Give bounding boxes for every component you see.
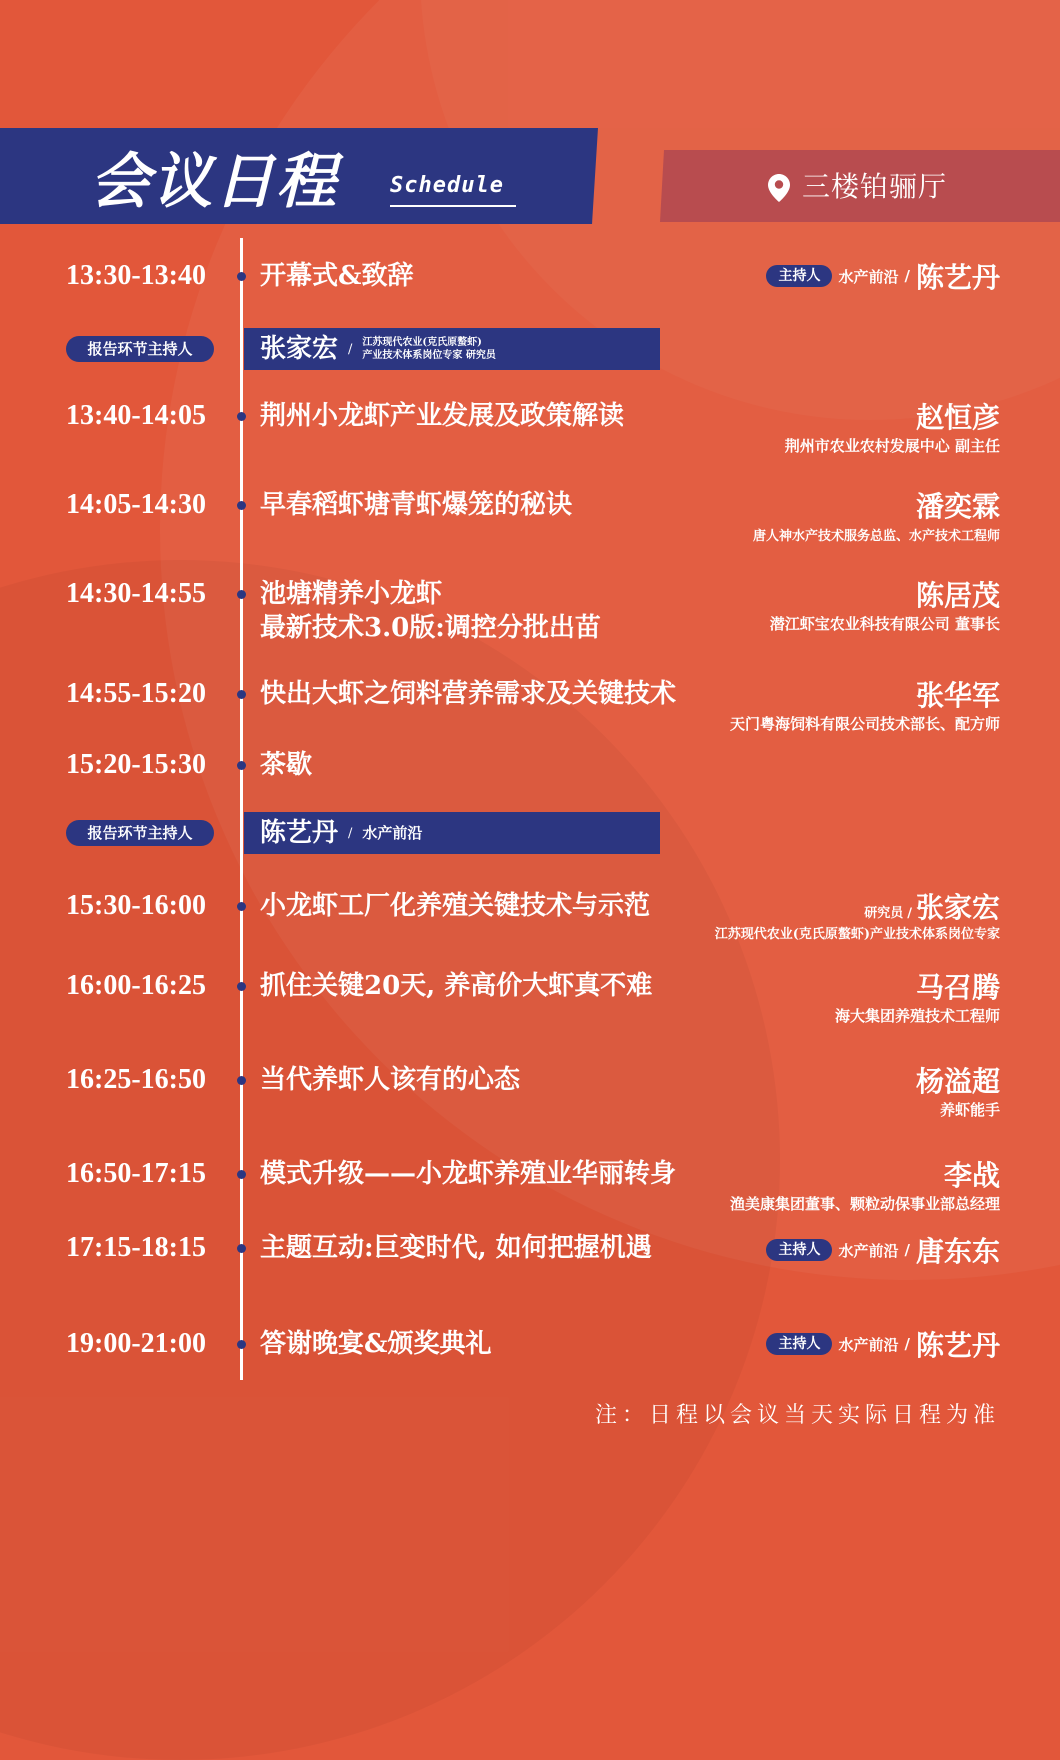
timeline-dot xyxy=(237,501,246,510)
item-topic: 荆州小龙虾产业发展及政策解读 xyxy=(260,401,625,431)
item-topic: 当代养虾人该有的心态 xyxy=(260,1065,521,1095)
speaker-name: 马召腾 xyxy=(915,971,1000,1004)
separator: / xyxy=(907,906,912,921)
host-badge: 主持人 xyxy=(766,265,832,287)
item-time: 13:40-14:05 xyxy=(66,400,206,431)
timeline-dot xyxy=(237,902,246,911)
footnote: 注：日程以会议当天实际日程为准 xyxy=(594,1403,1000,1428)
host-badge: 主持人 xyxy=(766,1239,832,1261)
item-topic: 答谢晚宴&颁奖典礼 xyxy=(260,1329,492,1359)
session-host-affiliation: 水产前沿 xyxy=(362,823,423,842)
speaker-name: 张华军 xyxy=(915,679,1000,712)
speaker-name: 赵恒彦 xyxy=(915,401,1000,434)
speaker-name: 潘奕霖 xyxy=(915,490,1000,523)
item-time: 15:20-15:30 xyxy=(66,749,206,780)
session-host-affiliation-line1: 江苏现代农业(克氏原螯虾) xyxy=(362,337,482,348)
timeline-dot xyxy=(237,412,246,421)
item-topic: 开幕式&致辞 xyxy=(260,261,414,291)
item-topic: 模式升级——小龙虾养殖业华丽转身 xyxy=(260,1159,677,1189)
speaker-affiliation: 潜江虾宝农业科技有限公司 董事长 xyxy=(769,615,1000,633)
session-host-affiliation-line2: 产业技术体系岗位专家 研究员 xyxy=(362,350,496,361)
timeline-line xyxy=(240,238,243,1380)
subtitle-underline xyxy=(390,205,516,207)
item-topic: 小龙虾工厂化养殖关键技术与示范 xyxy=(260,891,651,921)
host-name: 陈艺丹 xyxy=(915,1329,1000,1362)
speaker-affiliation: 唐人神水产技术服务总监、水产技术工程师 xyxy=(752,529,1000,544)
timeline-dot xyxy=(237,761,246,770)
separator: / xyxy=(904,267,910,285)
session-host-bar xyxy=(244,812,660,854)
item-topic: 主题互动:巨变时代, 如何把握机遇 xyxy=(260,1233,652,1263)
host-org: 水产前沿 xyxy=(838,267,899,286)
item-time: 19:00-21:00 xyxy=(66,1328,206,1359)
item-topic: 早春稻虾塘青虾爆笼的秘诀 xyxy=(260,490,573,520)
session-host-badge: 报告环节主持人 xyxy=(66,336,214,362)
timeline-dot xyxy=(237,590,246,599)
separator: / xyxy=(904,1241,910,1259)
speaker-name: 李战 xyxy=(943,1159,1000,1192)
speaker-name: 张家宏 xyxy=(915,891,1000,924)
speaker-name: 杨溢超 xyxy=(915,1065,1000,1098)
session-host-bar xyxy=(244,328,660,370)
item-time: 13:30-13:40 xyxy=(66,260,206,291)
page-title: 会议日程 xyxy=(90,147,338,217)
host-org: 水产前沿 xyxy=(838,1335,899,1354)
item-topic: 快出大虾之饲料营养需求及关键技术 xyxy=(260,679,677,709)
host-name: 唐东东 xyxy=(915,1235,1000,1268)
separator: / xyxy=(348,341,353,357)
host-row xyxy=(766,259,1000,293)
separator: / xyxy=(348,825,353,841)
item-time: 15:30-16:00 xyxy=(66,890,206,921)
item-time: 17:15-18:15 xyxy=(66,1232,206,1263)
speaker-name: 陈居茂 xyxy=(915,579,1000,612)
speaker-affiliation: 渔美康集团董事、颗粒动保事业部总经理 xyxy=(729,1195,1000,1213)
host-row xyxy=(766,1233,1000,1267)
speaker-affiliation: 海大集团养殖技术工程师 xyxy=(834,1007,1000,1025)
host-badge: 主持人 xyxy=(766,1333,832,1355)
host-row xyxy=(766,1327,1000,1361)
speaker-affiliation: 天门粤海饲料有限公司技术部长、配方师 xyxy=(729,715,1000,733)
item-time: 16:00-16:25 xyxy=(66,970,206,1001)
timeline-dot xyxy=(237,1170,246,1179)
session-host-badge: 报告环节主持人 xyxy=(66,820,214,846)
session-host-name: 陈艺丹 xyxy=(260,818,339,848)
item-topic-line2: 最新技术3.0版:调控分批出苗 xyxy=(260,613,601,643)
speaker-title: 研究员 xyxy=(864,906,904,921)
item-time: 14:05-14:30 xyxy=(66,489,206,520)
host-name: 陈艺丹 xyxy=(915,261,1000,294)
separator: / xyxy=(904,1335,910,1353)
host-org: 水产前沿 xyxy=(838,1241,899,1260)
timeline-dot xyxy=(237,1340,246,1349)
venue-name: 三楼铂骊厅 xyxy=(802,170,948,203)
item-time: 14:55-15:20 xyxy=(66,678,206,709)
speaker-affiliation: 荆州市农业农村发展中心 副主任 xyxy=(784,437,1000,455)
location-pin-icon xyxy=(768,174,790,202)
session-host-name: 张家宏 xyxy=(260,334,339,364)
item-time: 16:50-17:15 xyxy=(66,1158,206,1189)
timeline-dot xyxy=(237,1076,246,1085)
item-topic: 茶歇 xyxy=(260,750,313,780)
timeline-dot xyxy=(237,690,246,699)
session-host-affiliation xyxy=(362,336,495,362)
item-topic-line1: 池塘精养小龙虾 xyxy=(260,579,443,609)
timeline-dot xyxy=(237,982,246,991)
speaker-affiliation: 养虾能手 xyxy=(939,1101,1000,1119)
item-time: 14:30-14:55 xyxy=(66,578,206,609)
timeline-dot xyxy=(237,272,246,281)
item-time: 16:25-16:50 xyxy=(66,1064,206,1095)
speaker-affiliation: 江苏现代农业(克氏原螯虾)产业技术体系岗位专家 xyxy=(714,927,1000,942)
timeline-dot xyxy=(237,1244,246,1253)
item-topic: 抓住关键20天, 养高价大虾真不难 xyxy=(260,971,653,1001)
page-subtitle: Schedule xyxy=(390,173,504,198)
